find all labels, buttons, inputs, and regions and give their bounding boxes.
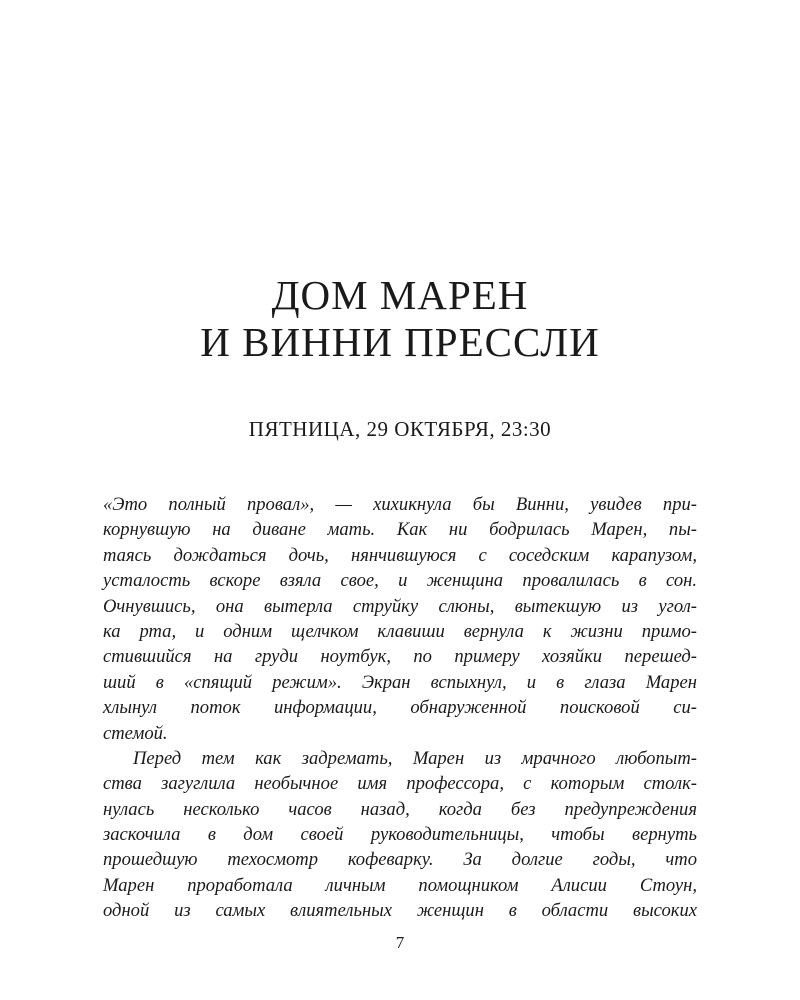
chapter-title-line-1: ДОМ МАРЕН (271, 272, 529, 318)
text-line: нулась несколько часов назад, когда без предупреждения (103, 798, 697, 820)
text-line: «Это полный провал», — хихикнула бы Винни, увидев при- (103, 494, 697, 515)
text-line: хлынул поток информации, обнаруженной поисковой си- (103, 697, 697, 719)
text-line: заскочила в дом своей руководительницы, чтобы вернуть (103, 824, 697, 846)
text-line: Марен проработала личным помощником Алисии Стоун, (103, 874, 697, 896)
text-line: таясь дождаться дочь, нянчившуюся с соседским карапузом, (103, 544, 697, 566)
text-line: усталость вскоре взяла свое, и женщина провалилась в сон. (103, 570, 697, 592)
text-line: ка рта, и одним щелчком клавиши вернула к жизни примо- (103, 620, 697, 642)
text-line: ший в «спящий режим». Экран вспыхнул, и в глаза Марен (103, 671, 697, 693)
text-line: Перед тем как задремать, Марен из мрачного любопыт- (133, 747, 697, 769)
page-number: 7 (395, 933, 405, 952)
chapter-title (0, 272, 800, 366)
chapter-title-line-2: И ВИННИ ПРЕССЛИ (200, 319, 600, 365)
text-line: стемой. (103, 722, 168, 744)
text-line: корнувшую на диване мать. Как ни бодрилась Марен, пы- (103, 519, 697, 541)
chapter-date-subtitle: ПЯТНИЦА, 29 ОКТЯБРЯ, 23:30 (248, 417, 552, 441)
text-line: одной из самых влиятельных женщин в области высоких (103, 900, 697, 922)
text-line: ства загуглила необычное имя профессора, с которым столк- (103, 773, 697, 795)
text-line: стившийся на груди ноутбук, по примеру хозяйки перешед- (103, 646, 697, 668)
text-line: прошедшую техосмотр кофеварку. За долгие годы, что (103, 849, 697, 871)
text-line: Очнувшись, она вытерла струйку слюны, вытекшую из угол- (103, 595, 697, 617)
body-text (103, 492, 697, 924)
